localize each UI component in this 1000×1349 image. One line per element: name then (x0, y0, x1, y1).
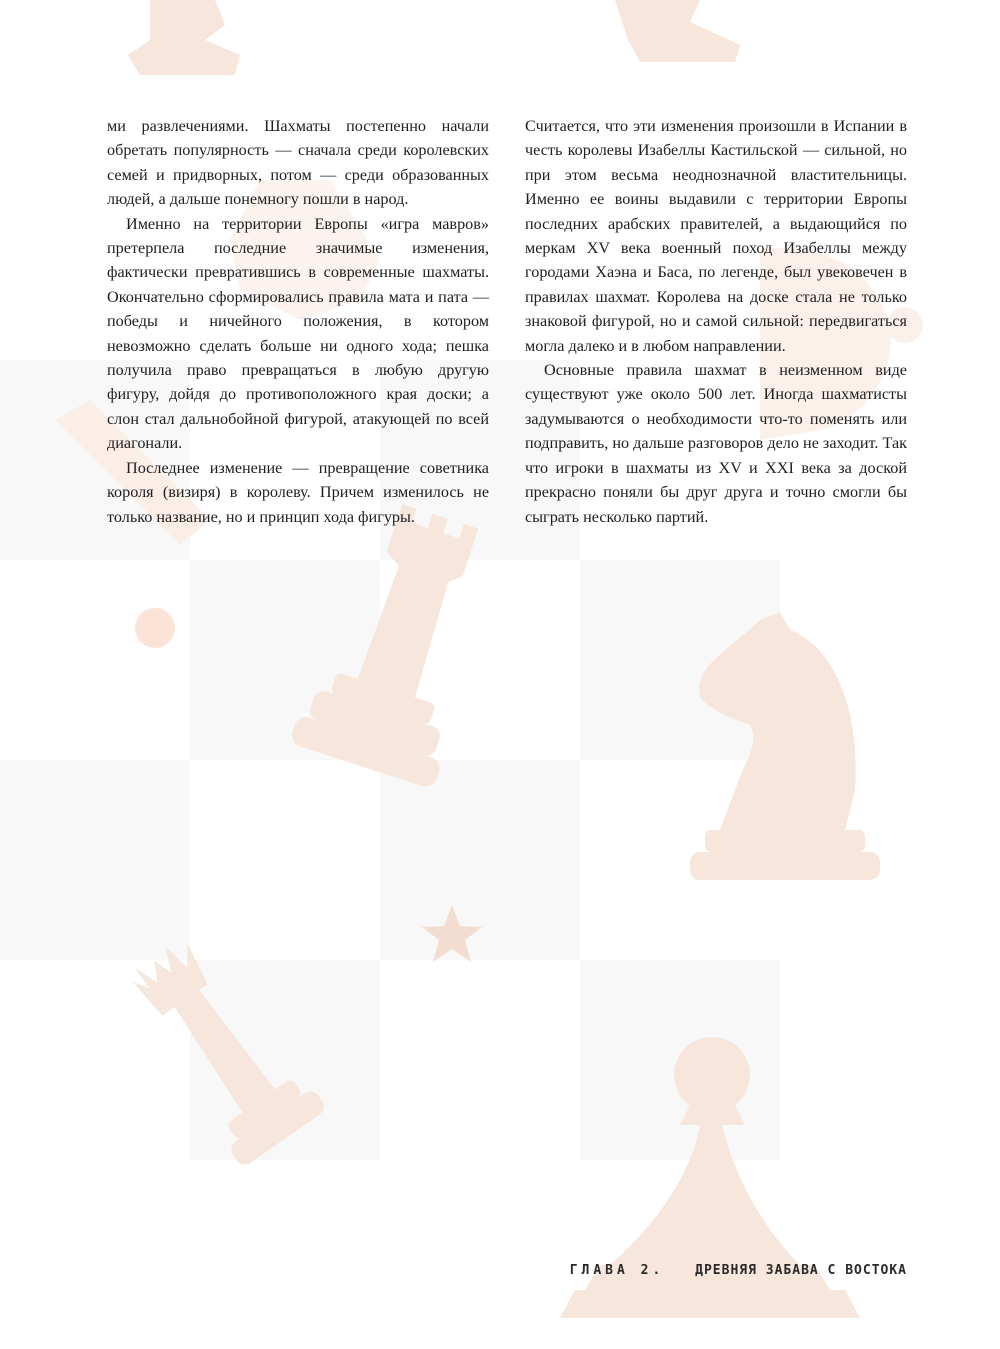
dot-icon (135, 608, 175, 648)
running-footer (570, 1263, 907, 1278)
chapter-number: ГЛАВА 2. (569, 1263, 665, 1278)
paragraph: Основные правила шахмат в неизменном виде существуют уже около 500 лет. Иногда шахматисты задумываются о необходимости что-то поменять или подправить, но дальше разговоров дело не заходит. Так что игроки в шахматы из XV и XXI века за доской прекрасно поняли бы друг друга и точно смогли бы сыграть несколько партий. (525, 361, 907, 526)
chapter-title: ДРЕВНЯЯ ЗАБАВА С ВОСТОКА (695, 1263, 907, 1278)
right-column (525, 114, 907, 529)
paragraph: Считается, что эти изменения произошли в Испании в честь королевы Изабеллы Кастильской — сильной, но при этом весьма неоднозначной властительницы. Именно ее воины выдавили с территории Европы последних арабских правителей, а выдающийся по меркам XV века военный поход Изабеллы между городами Хаэна и Баса, по легенде, был увековечен в правилах шахмат. Королева на доске стала не только знаковой фигурой, но и самой сильной: передвигаться могла далеко и в любом направлении. (525, 117, 907, 355)
left-column (107, 114, 489, 529)
paragraph: Именно на территории Европы «игра мавров» претерпела последние значимые изменения, фактически превратившись в современные шахматы. Окончательно сформировались правила мата и пата — победы и ничейного положения, в котором невозможно сделать больше ни одного хода; пешка получила право превращаться в любую другую фигуру, дойдя до противоположного края доски; а слон стал дальнобойной фигурой, атакующей по всей диагонали. (107, 214, 489, 453)
top-left-piece-icon (128, 0, 240, 75)
top-right-piece-icon (615, 0, 740, 62)
paragraph: ми развлечениями. Шахматы постепенно начали обретать популярность — сначала среди королевских семей и придворных, потом — среди образованных людей, а дальше понемногу пошли в народ. (107, 117, 489, 209)
paragraph: Последнее изменение — превращение советника короля (визиря) в королеву. Причем изменилось не только название, но и принцип хода фигуры. (107, 458, 489, 526)
